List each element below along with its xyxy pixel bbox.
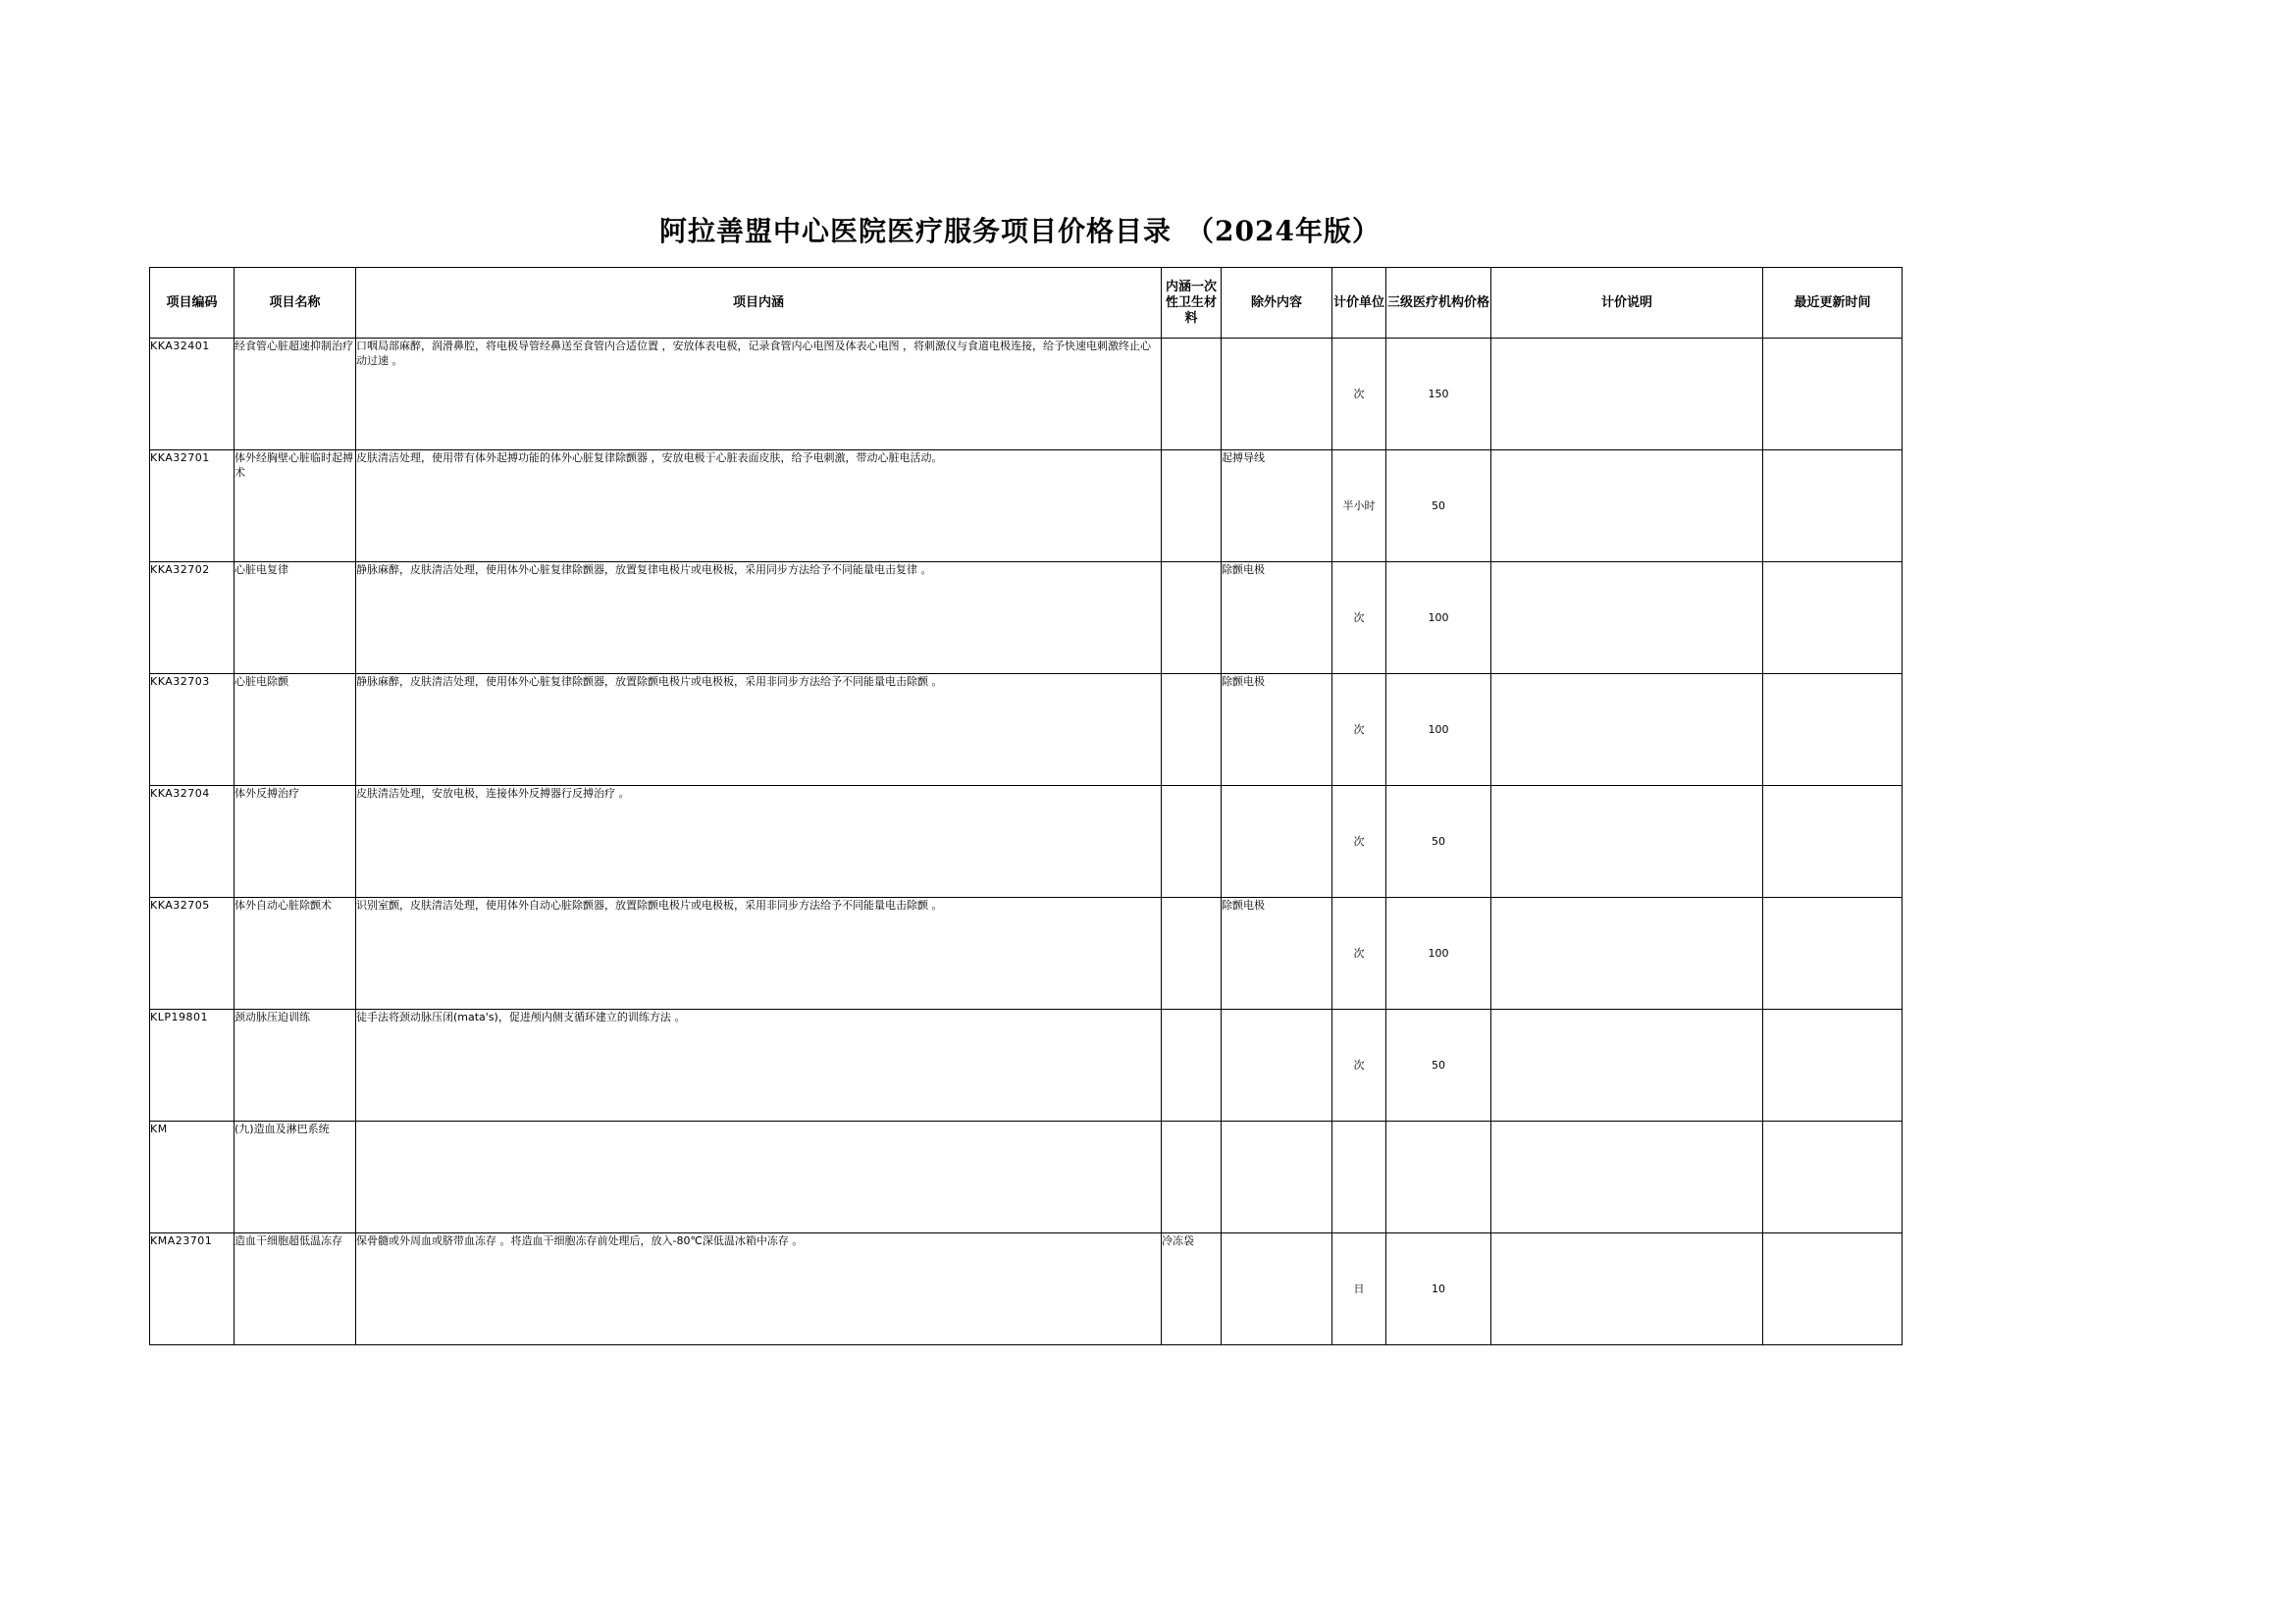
cell-content: 口咽局部麻醉，润滑鼻腔，将电极导管经鼻送至食管内合适位置 ，安放体表电极，记录食管内心电图及体表心电图 ，将刺激仪与食道电极连接，给予快速电刺激终止心动过速 。 bbox=[356, 339, 1162, 450]
cell-excluded bbox=[1222, 786, 1332, 898]
table-row bbox=[150, 1122, 1903, 1233]
header-price: 三级医疗机构价格 bbox=[1386, 268, 1491, 339]
cell-name: 造血干细胞超低温冻存 bbox=[235, 1233, 356, 1345]
cell-name: 经食管心脏超速抑制治疗 bbox=[235, 339, 356, 450]
cell-name: 颈动脉压迫训练 bbox=[235, 1010, 356, 1122]
table-row bbox=[150, 1233, 1903, 1345]
cell-price: 50 bbox=[1386, 1010, 1491, 1122]
cell-updated bbox=[1763, 674, 1903, 786]
cell-code: KKA32401 bbox=[150, 339, 235, 450]
cell-unit: 次 bbox=[1332, 898, 1386, 1010]
table-row bbox=[150, 674, 1903, 786]
table-row bbox=[150, 562, 1903, 674]
cell-updated bbox=[1763, 562, 1903, 674]
cell-notes bbox=[1491, 674, 1763, 786]
table-row bbox=[150, 1010, 1903, 1122]
cell-unit: 半小时 bbox=[1332, 450, 1386, 562]
cell-excluded: 除颤电极 bbox=[1222, 562, 1332, 674]
cell-code: KKA32704 bbox=[150, 786, 235, 898]
cell-excluded: 除颤电极 bbox=[1222, 898, 1332, 1010]
cell-updated bbox=[1763, 1010, 1903, 1122]
cell-content: 皮肤清洁处理，使用带有体外起搏功能的体外心脏复律除颤器 ，安放电极于心脏表面皮肤，给予电刺激，带动心脏电活动。 bbox=[356, 450, 1162, 562]
cell-notes bbox=[1491, 1010, 1763, 1122]
cell-notes bbox=[1491, 562, 1763, 674]
header-updated: 最近更新时间 bbox=[1763, 268, 1903, 339]
cell-unit: 次 bbox=[1332, 339, 1386, 450]
cell-excluded bbox=[1222, 1233, 1332, 1345]
header-name: 项目名称 bbox=[235, 268, 356, 339]
cell-code: KKA32703 bbox=[150, 674, 235, 786]
cell-notes bbox=[1491, 1122, 1763, 1233]
cell-content: 静脉麻醉，皮肤清洁处理，使用体外心脏复律除颤器，放置除颤电极片或电极板，采用非同步方法给予不同能量电击除颤 。 bbox=[356, 674, 1162, 786]
cell-excluded bbox=[1222, 1122, 1332, 1233]
price-table bbox=[149, 267, 1903, 1345]
cell-price: 150 bbox=[1386, 339, 1491, 450]
cell-materials bbox=[1162, 674, 1222, 786]
table-row bbox=[150, 339, 1903, 450]
cell-updated bbox=[1763, 1122, 1903, 1233]
cell-materials bbox=[1162, 786, 1222, 898]
cell-materials: 冷冻袋 bbox=[1162, 1233, 1222, 1345]
header-row bbox=[150, 268, 1903, 339]
cell-updated bbox=[1763, 786, 1903, 898]
cell-materials bbox=[1162, 562, 1222, 674]
cell-name: 心脏电复律 bbox=[235, 562, 356, 674]
cell-notes bbox=[1491, 1233, 1763, 1345]
cell-name: (九)造血及淋巴系统 bbox=[235, 1122, 356, 1233]
cell-excluded bbox=[1222, 339, 1332, 450]
header-materials: 内涵一次性卫生材料 bbox=[1162, 268, 1222, 339]
cell-code: KKA32701 bbox=[150, 450, 235, 562]
cell-code: KLP19801 bbox=[150, 1010, 235, 1122]
cell-price: 50 bbox=[1386, 450, 1491, 562]
cell-unit bbox=[1332, 1122, 1386, 1233]
cell-updated bbox=[1763, 898, 1903, 1010]
cell-code: KKA32702 bbox=[150, 562, 235, 674]
header-excluded: 除外内容 bbox=[1222, 268, 1332, 339]
cell-materials bbox=[1162, 1010, 1222, 1122]
cell-price: 100 bbox=[1386, 562, 1491, 674]
cell-content: 皮肤清洁处理，安放电极，连接体外反搏器行反搏治疗 。 bbox=[356, 786, 1162, 898]
cell-name: 体外经胸壁心脏临时起搏术 bbox=[235, 450, 356, 562]
cell-price bbox=[1386, 1122, 1491, 1233]
cell-unit: 次 bbox=[1332, 1010, 1386, 1122]
cell-unit: 次 bbox=[1332, 562, 1386, 674]
header-code: 项目编码 bbox=[150, 268, 235, 339]
cell-unit: 次 bbox=[1332, 674, 1386, 786]
cell-price: 10 bbox=[1386, 1233, 1491, 1345]
cell-excluded: 除颤电极 bbox=[1222, 674, 1332, 786]
cell-code: KMA23701 bbox=[150, 1233, 235, 1345]
cell-price: 50 bbox=[1386, 786, 1491, 898]
header-content: 项目内涵 bbox=[356, 268, 1162, 339]
cell-notes bbox=[1491, 898, 1763, 1010]
cell-updated bbox=[1763, 1233, 1903, 1345]
cell-notes bbox=[1491, 786, 1763, 898]
cell-price: 100 bbox=[1386, 674, 1491, 786]
table-row bbox=[150, 450, 1903, 562]
cell-unit: 次 bbox=[1332, 786, 1386, 898]
cell-excluded bbox=[1222, 1010, 1332, 1122]
table-row bbox=[150, 898, 1903, 1010]
cell-code: KKA32705 bbox=[150, 898, 235, 1010]
cell-materials bbox=[1162, 898, 1222, 1010]
header-unit: 计价单位 bbox=[1332, 268, 1386, 339]
cell-updated bbox=[1763, 339, 1903, 450]
page-title: 阿拉善盟中心医院医疗服务项目价格目录 （2024年版） bbox=[659, 215, 1381, 247]
cell-name: 心脏电除颤 bbox=[235, 674, 356, 786]
cell-notes bbox=[1491, 450, 1763, 562]
cell-materials bbox=[1162, 1122, 1222, 1233]
table-row bbox=[150, 786, 1903, 898]
cell-unit: 日 bbox=[1332, 1233, 1386, 1345]
cell-content bbox=[356, 1122, 1162, 1233]
cell-materials bbox=[1162, 450, 1222, 562]
header-notes: 计价说明 bbox=[1491, 268, 1763, 339]
cell-updated bbox=[1763, 450, 1903, 562]
cell-content: 保骨髓或外周血或脐带血冻存 。将造血干细胞冻存前处理后，放入-80℃深低温冰箱中冻存 。 bbox=[356, 1233, 1162, 1345]
cell-excluded: 起搏导线 bbox=[1222, 450, 1332, 562]
cell-name: 体外反搏治疗 bbox=[235, 786, 356, 898]
cell-materials bbox=[1162, 339, 1222, 450]
cell-content: 静脉麻醉，皮肤清洁处理，使用体外心脏复律除颤器，放置复律电极片或电极板，采用同步方法给予不同能量电击复律 。 bbox=[356, 562, 1162, 674]
cell-notes bbox=[1491, 339, 1763, 450]
cell-content: 识别室颤，皮肤清洁处理，使用体外自动心脏除颤器，放置除颤电极片或电极板，采用非同步方法给予不同能量电击除颤 。 bbox=[356, 898, 1162, 1010]
cell-code: KM bbox=[150, 1122, 235, 1233]
cell-content: 徒手法将颈动脉压闭(mata's)，促进颅内侧支循环建立的训练方法 。 bbox=[356, 1010, 1162, 1122]
cell-name: 体外自动心脏除颤术 bbox=[235, 898, 356, 1010]
cell-price: 100 bbox=[1386, 898, 1491, 1010]
